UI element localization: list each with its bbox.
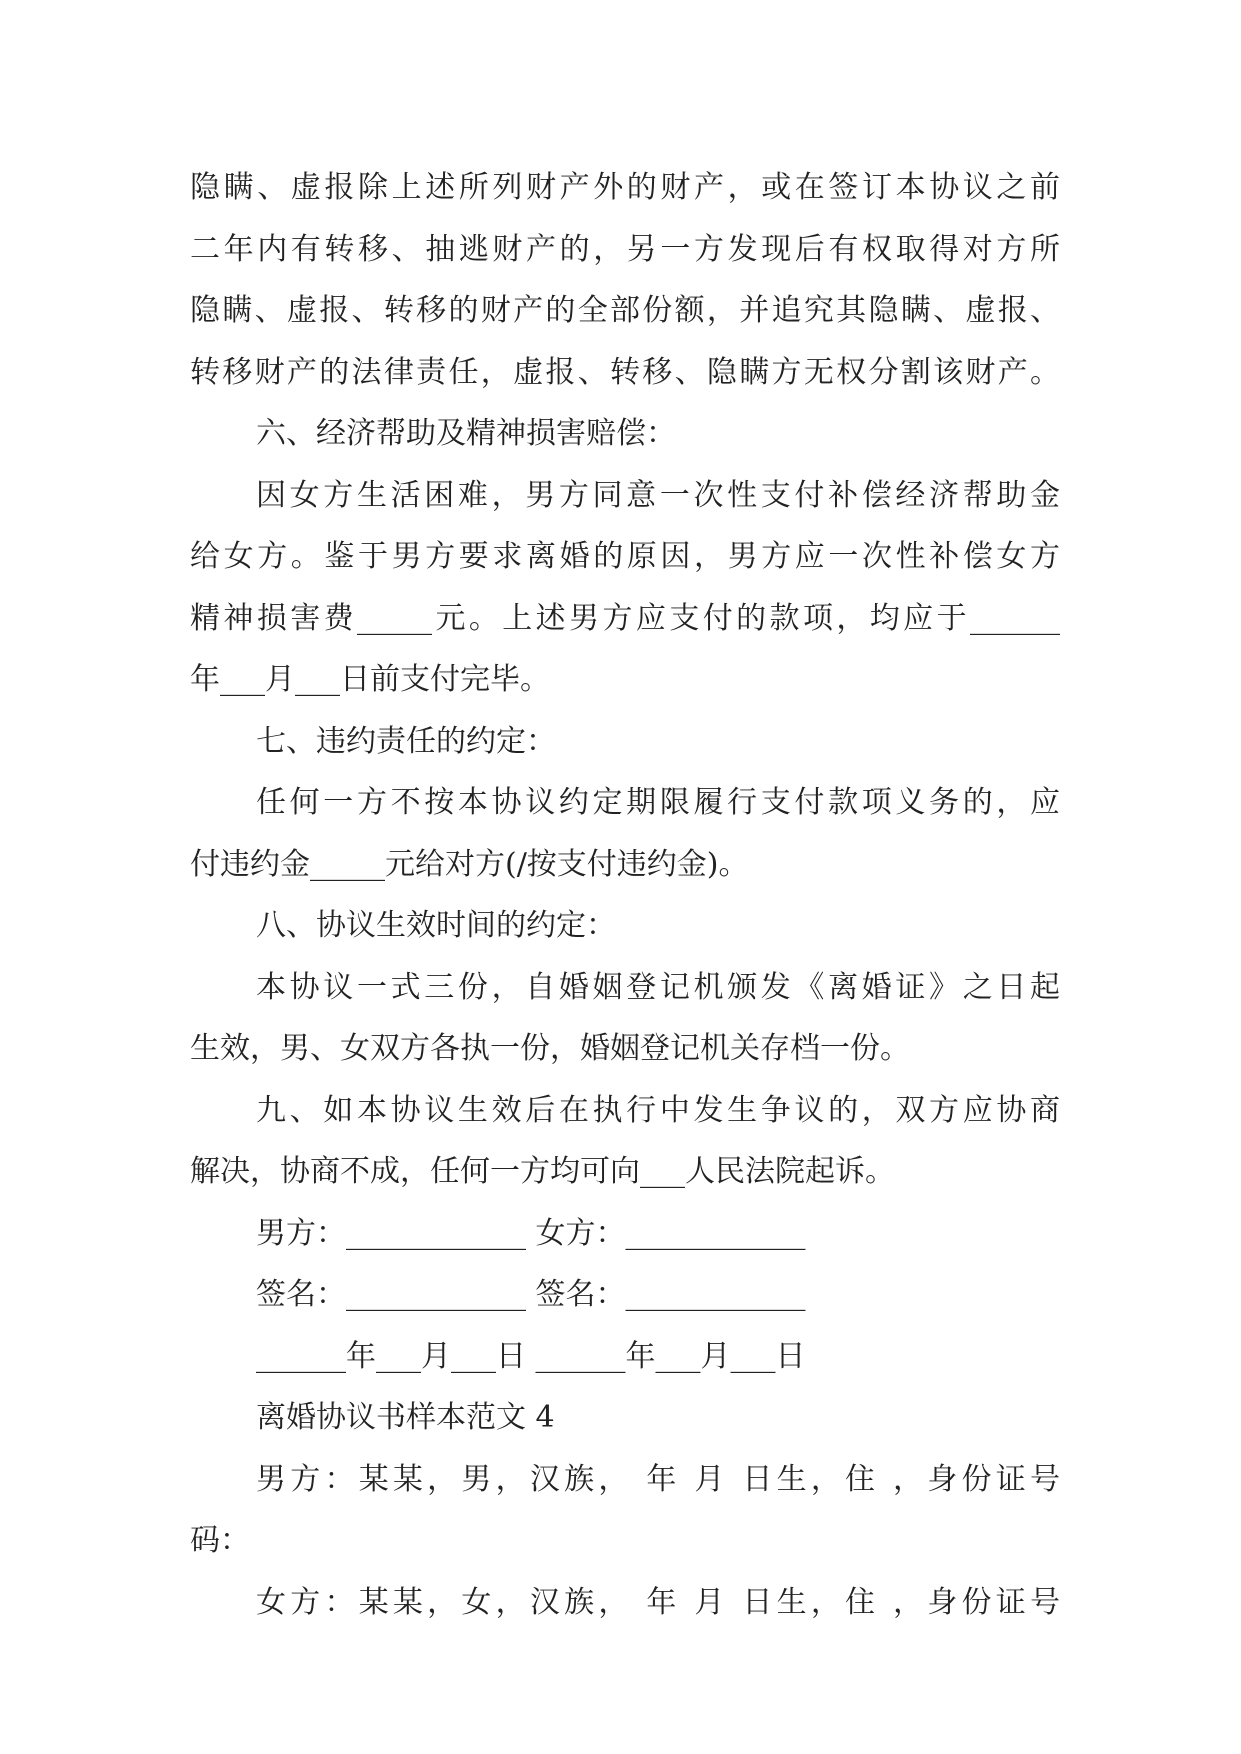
section-heading-6: 六、经济帮助及精神损害赔偿： bbox=[256, 416, 676, 451]
paragraph-line: 码： bbox=[190, 1523, 250, 1558]
document-body bbox=[190, 157, 1060, 1633]
paragraph-line: 因女方生活困难，男方同意一次性支付补偿经济帮助金 bbox=[256, 477, 1060, 513]
paragraph-line: 隐瞒、虚报、转移的财产的全部份额，并追究其隐瞒、虚报、 bbox=[190, 293, 1060, 328]
paragraph-line: 任何一方不按本协议约定期限履行支付款项义务的，应 bbox=[256, 785, 1060, 820]
section-heading-8: 八、协议生效时间的约定： bbox=[256, 908, 616, 943]
section-heading-9: 九、如本协议生效后在执行中发生争议的，双方应协商 bbox=[256, 1092, 1060, 1128]
paragraph-line: 精神损害费_____元。上述男方应支付的款项，均应于______ bbox=[190, 600, 1060, 636]
section-heading-7: 七、违约责任的约定： bbox=[256, 723, 556, 759]
paragraph-line: 二年内有转移、抽逃财产的，另一方发现后有权取得对方所 bbox=[190, 231, 1060, 267]
paragraph-line: 生效，男、女双方各执一份，婚姻登记机关存档一份。 bbox=[190, 1031, 910, 1066]
paragraph-line: 女方：某某，女，汉族， 年 月 日生，住 ，身份证号 bbox=[256, 1584, 1060, 1620]
paragraph-line: 本协议一式三份，自婚姻登记机颁发《离婚证》之日起 bbox=[256, 969, 1060, 1005]
date-line: ______年___月___日 ______年___月___日 bbox=[256, 1338, 806, 1374]
paragraph-line: 年___月___日前支付完毕。 bbox=[190, 662, 550, 697]
paragraph-line: 付违约金_____元给对方(/按支付违约金)。 bbox=[190, 846, 749, 882]
paragraph-line: 给女方。鉴于男方要求离婚的原因，男方应一次性补偿女方 bbox=[190, 539, 1060, 574]
sample-title: 离婚协议书样本范文 4 bbox=[256, 1400, 555, 1435]
paragraph-line: 隐瞒、虚报除上述所列财产外的财产，或在签订本协议之前 bbox=[190, 170, 1060, 205]
paragraph-line: 解决，协商不成，任何一方均可向___人民法院起诉。 bbox=[190, 1154, 895, 1189]
paragraph-line: 男方：某某，男，汉族， 年 月 日生，住 ，身份证号 bbox=[256, 1461, 1060, 1497]
paragraph-line: 转移财产的法律责任，虚报、转移、隐瞒方无权分割该财产。 bbox=[190, 354, 1060, 390]
signature-line: 签名：____________ 签名：____________ bbox=[256, 1277, 806, 1312]
party-line: 男方：____________ 女方：____________ bbox=[256, 1215, 806, 1251]
